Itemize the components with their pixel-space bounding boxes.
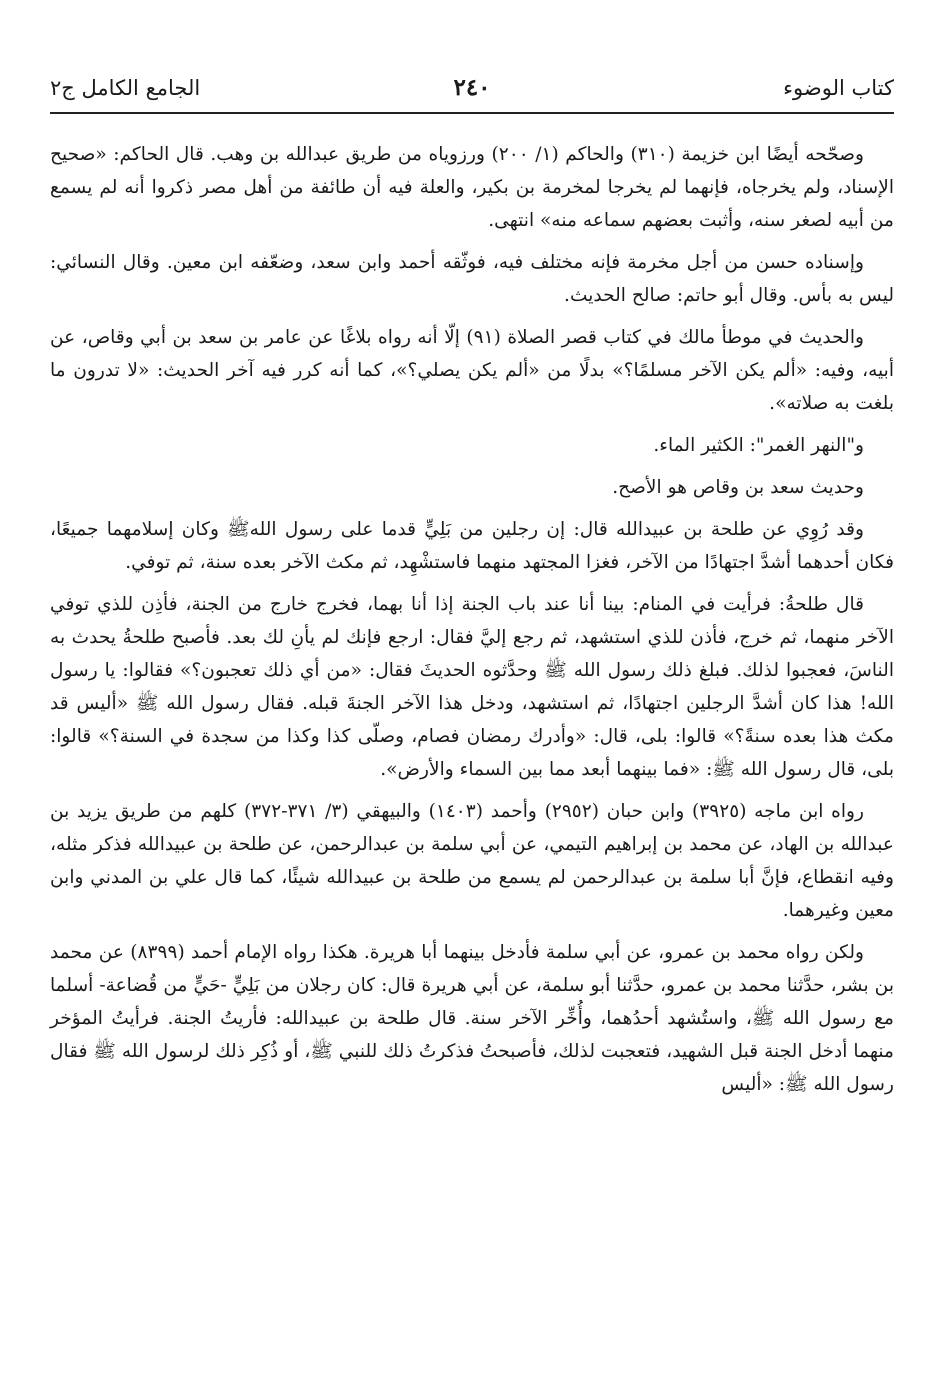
paragraph: والحديث في موطأ مالك في كتاب قصر الصلاة (٩١) إلّا أنه رواه بلاغًا عن عامر بن سعد بن أبي وقاص، عن أبيه، وفيه: «ألم يكن الآخر مسلمًا؟» بدلًا من «ألم يكن يصلي؟»، كما أنه كرر فيه آخر الحديث: «لا تدرون ما بلغت به صلاته». — [50, 327, 894, 414]
paragraph: وصحّحه أيضًا ابن خزيمة (٣١٠) والحاكم (١/ ٢٠٠) ورزوياه من طريق عبدالله بن وهب. قال الحاكم: «صحيح الإسناد، ولم يخرجاه، فإنهما لم يخرجا لمخرمة بن بكير، والعلة فيه أن طائفة من أهل مصر ذكروا أنه لم يسمع من أبيه لصغر سنه، وأثبت بعضهم سماعه منه» انتهى. — [50, 144, 894, 231]
body-text — [50, 138, 894, 1110]
page-number: ٢٤٠ — [453, 74, 491, 101]
paragraph: رواه ابن ماجه (٣٩٢٥) وابن حبان (٢٩٥٢) وأحمد (١٤٠٣) والبيهقي (٣/ ٣٧١-٣٧٢) كلهم من طريق يزيد بن عبدالله بن الهاد، عن محمد بن إبراهيم التيمي، عن أبي سلمة بن عبدالرحمن، عن طلحة بن عبيدالله فذكر مثله، وفيه انقطاع، فإنَّ أبا سلمة بن عبدالرحمن لم يسمع من طلحة بن عبيدالله شيئًا، كما قال علي بن المدني وابن معين وغيرهما. — [50, 801, 894, 921]
book-title: الجامع الكامل ج٢ — [50, 76, 201, 100]
paragraph: وحديث سعد بن وقاص هو الأصح. — [612, 477, 864, 498]
chapter-title: كتاب الوضوء — [783, 76, 894, 100]
paragraph: ولكن رواه محمد بن عمرو، عن أبي سلمة فأدخل بينهما أبا هريرة. هكذا رواه الإمام أحمد (٨٣٩٩) عن محمد بن بشر، حدَّثنا محمد بن عمرو، حدَّثنا أبو سلمة، عن أبي هريرة قال: كان رجلان من بَلِيٍّ -حَيٍّ من قُضاعة- أسلما مع رسول الله ﷺ، واستُشهد أحدُهما، وأُخِّر الآخر سنة. قال طلحة بن عبيدالله: فأريتُ الجنة. فرأيتُ المؤخر منهما أدخل الجنة قبل الشهيد، فتعجبت لذلك، فأصبحتُ فذكرتُ ذلك للنبي ﷺ، أو ذُكِر ذلك لرسول الله ﷺ فقال رسول الله ﷺ: «أليس — [50, 942, 894, 1095]
paragraph: وإسناده حسن من أجل مخرمة فإنه مختلف فيه، فوثّقه أحمد وابن سعد، وضعّفه ابن معين. وقال النسائي: ليس به بأس. وقال أبو حاتم: صالح الحديث. — [50, 252, 894, 306]
header-divider — [50, 112, 894, 114]
paragraph: و"النهر الغمر": الكثير الماء. — [653, 435, 864, 456]
paragraph: قال طلحةُ: فرأيت في المنام: بينا أنا عند باب الجنة إذا أنا بهما، فخرج خارج من الجنة، فأذِن للذي توفي الآخر منهما، ثم خرج، فأذن للذي استشهد، ثم رجع إليَّ فقال: ارجع فإنك لم يأنِ لك بعد. فأصبح طلحةُ يحدث به الناسَ، فعجبوا لذلك. فبلغ ذلك رسول الله ﷺ وحدَّثوه الحديثَ فقال: «من أي ذلك تعجبون؟» فقالوا: يا رسول الله! هذا كان أشدَّ الرجلين اجتهادًا، ثم استشهد، ودخل هذا الآخر الجنةَ قبله. فقال رسول الله ﷺ «أليس قد مكث هذا بعده سنةً؟» قالوا: بلى، قال: «وأدرك رمضان فصام، وصلّى كذا وكذا من سجدة في السنة؟» قالوا: بلى، قال رسول الله ﷺ: «فما بينهما أبعد مما بين السماء والأرض». — [50, 594, 894, 780]
running-head — [50, 70, 894, 106]
paragraph: وقد رُوِي عن طلحة بن عبيدالله قال: إن رجلين من بَلِيٍّ قدما على رسول اللهﷺ وكان إسلامهما جميعًا، فكان أحدهما أشدَّ اجتهادًا من الآخر، فغزا المجتهد منهما فاستشْهِد، ثم مكث الآخر بعده سنة، ثم توفي. — [50, 519, 894, 573]
